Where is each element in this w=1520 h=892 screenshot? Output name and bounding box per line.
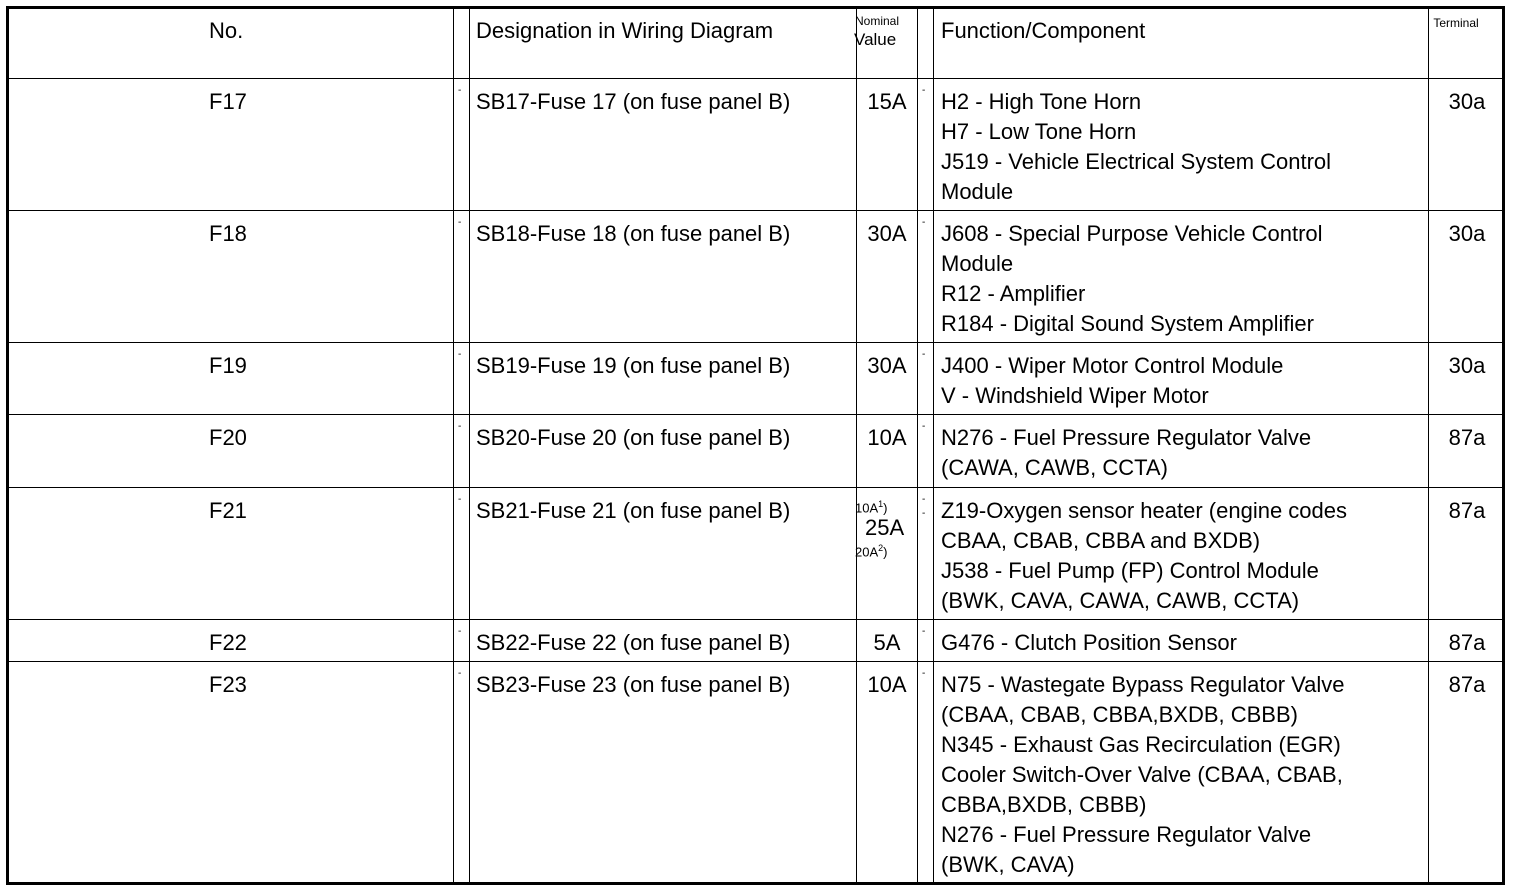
tick-mark: - bbox=[458, 626, 462, 637]
tick-mark: - bbox=[922, 85, 926, 96]
fuse-table bbox=[6, 6, 1505, 885]
function-line: CBBA,BXDB, CBBB) bbox=[941, 792, 1147, 817]
fuse-number: F22 bbox=[209, 630, 247, 655]
fuse-number: F19 bbox=[209, 353, 247, 378]
function-line: (CBAA, CBAB, CBBA,BXDB, CBBB) bbox=[941, 702, 1298, 727]
function-line: (CAWA, CAWB, CCTA) bbox=[941, 455, 1168, 480]
nominal-value-option bbox=[855, 541, 915, 559]
function-line: (BWK, CAVA) bbox=[941, 852, 1075, 877]
nominal-value: 30A bbox=[867, 221, 907, 246]
header-terminal: Terminal bbox=[1433, 16, 1479, 30]
function-component bbox=[941, 670, 1345, 880]
nominal-value: 5A bbox=[873, 630, 901, 655]
function-line: Cooler Switch-Over Valve (CBAA, CBAB, bbox=[941, 762, 1343, 787]
terminal-value: 87a bbox=[1448, 425, 1486, 450]
fuse-number: F17 bbox=[209, 89, 247, 114]
table-row bbox=[9, 342, 1502, 414]
tick-mark: - bbox=[458, 349, 462, 360]
header-designation: Designation in Wiring Diagram bbox=[476, 18, 774, 43]
function-line: Module bbox=[941, 179, 1014, 204]
function-line: N276 - Fuel Pressure Regulator Valve bbox=[941, 425, 1312, 450]
function-line: CBAA, CBAB, CBBA and BXDB) bbox=[941, 528, 1261, 553]
function-line: J538 - Fuel Pump (FP) Control Module bbox=[941, 558, 1319, 583]
function-component bbox=[941, 87, 1331, 207]
header-nominal-line2: Value bbox=[854, 30, 897, 49]
terminal-value: 30a bbox=[1448, 353, 1486, 378]
function-line: J519 - Vehicle Electrical System Control bbox=[941, 149, 1332, 174]
fuse-designation: SB19-Fuse 19 (on fuse panel B) bbox=[476, 353, 791, 378]
function-line: J400 - Wiper Motor Control Module bbox=[941, 353, 1284, 378]
nominal-value-multi bbox=[855, 497, 915, 560]
nominal-value: 15A bbox=[867, 89, 907, 114]
footnote-marker: 1 bbox=[878, 499, 884, 509]
function-line: Module bbox=[941, 251, 1014, 276]
nominal-value: 10A bbox=[867, 425, 907, 450]
tick-mark: - bbox=[458, 85, 462, 96]
terminal-value: 30a bbox=[1448, 221, 1486, 246]
nominal-bottom-value: 20A bbox=[855, 544, 879, 560]
tick-mark: - bbox=[922, 508, 926, 519]
tick-mark: - bbox=[458, 494, 462, 505]
function-line: N276 - Fuel Pressure Regulator Valve bbox=[941, 822, 1312, 847]
function-component bbox=[941, 219, 1323, 339]
function-line: R12 - Amplifier bbox=[941, 281, 1086, 306]
function-line: Z19-Oxygen sensor heater (engine codes bbox=[941, 498, 1348, 523]
tick-mark: - bbox=[922, 421, 926, 432]
tick-mark: - bbox=[458, 217, 462, 228]
terminal-value: 30a bbox=[1448, 89, 1486, 114]
function-line: J608 - Special Purpose Vehicle Control bbox=[941, 221, 1323, 246]
function-line: N75 - Wastegate Bypass Regulator Valve bbox=[941, 672, 1345, 697]
fuse-designation: SB23-Fuse 23 (on fuse panel B) bbox=[476, 672, 791, 697]
nominal-value: 25A bbox=[865, 515, 905, 541]
table-row bbox=[9, 210, 1502, 342]
fuse-designation: SB20-Fuse 20 (on fuse panel B) bbox=[476, 425, 791, 450]
function-component bbox=[941, 496, 1347, 616]
function-line: (BWK, CAVA, CAWA, CAWB, CCTA) bbox=[941, 588, 1300, 613]
fuse-number: F18 bbox=[209, 221, 247, 246]
function-component bbox=[941, 628, 1237, 658]
fuse-designation: SB21-Fuse 21 (on fuse panel B) bbox=[476, 498, 791, 523]
fuse-number: F21 bbox=[209, 498, 247, 523]
function-line: G476 - Clutch Position Sensor bbox=[941, 630, 1237, 655]
footnote-paren: ) bbox=[883, 500, 888, 516]
function-component bbox=[941, 351, 1283, 411]
function-component bbox=[941, 423, 1311, 483]
footnote-paren: ) bbox=[883, 544, 888, 560]
fuse-number: F23 bbox=[209, 672, 247, 697]
function-line: R184 - Digital Sound System Amplifier bbox=[941, 311, 1314, 336]
tick-mark: - bbox=[922, 668, 926, 679]
nominal-value: 30A bbox=[867, 353, 907, 378]
function-line: H2 - High Tone Horn bbox=[941, 89, 1142, 114]
fuse-designation: SB17-Fuse 17 (on fuse panel B) bbox=[476, 89, 791, 114]
table-row bbox=[9, 78, 1502, 210]
nominal-value: 10A bbox=[867, 672, 907, 697]
header-function: Function/Component bbox=[941, 18, 1146, 43]
header-nominal-line1: Nominal bbox=[854, 14, 899, 28]
function-line: H7 - Low Tone Horn bbox=[941, 119, 1137, 144]
terminal-value: 87a bbox=[1448, 672, 1486, 697]
fuse-designation: SB22-Fuse 22 (on fuse panel B) bbox=[476, 630, 791, 655]
terminal-value: 87a bbox=[1448, 630, 1486, 655]
function-line: V - Windshield Wiper Motor bbox=[941, 383, 1209, 408]
terminal-value: 87a bbox=[1448, 498, 1486, 523]
header-no: No. bbox=[209, 18, 244, 43]
tick-mark: - bbox=[458, 668, 462, 679]
table-row bbox=[9, 619, 1502, 661]
function-line: N345 - Exhaust Gas Recirculation (EGR) bbox=[941, 732, 1341, 757]
fuse-number: F20 bbox=[209, 425, 247, 450]
tick-mark: - bbox=[458, 421, 462, 432]
tick-mark: - bbox=[922, 494, 926, 505]
tick-mark: - bbox=[922, 349, 926, 360]
nominal-value-option bbox=[855, 497, 915, 515]
fuse-designation: SB18-Fuse 18 (on fuse panel B) bbox=[476, 221, 791, 246]
footnote-marker: 2 bbox=[878, 543, 884, 554]
table-row bbox=[9, 414, 1502, 487]
tick-mark: - bbox=[922, 626, 926, 637]
table-row bbox=[9, 661, 1502, 882]
nominal-top-value: 10A bbox=[855, 500, 879, 516]
table-row bbox=[9, 487, 1502, 619]
table-header bbox=[9, 9, 1502, 78]
tick-mark: - bbox=[922, 217, 926, 228]
